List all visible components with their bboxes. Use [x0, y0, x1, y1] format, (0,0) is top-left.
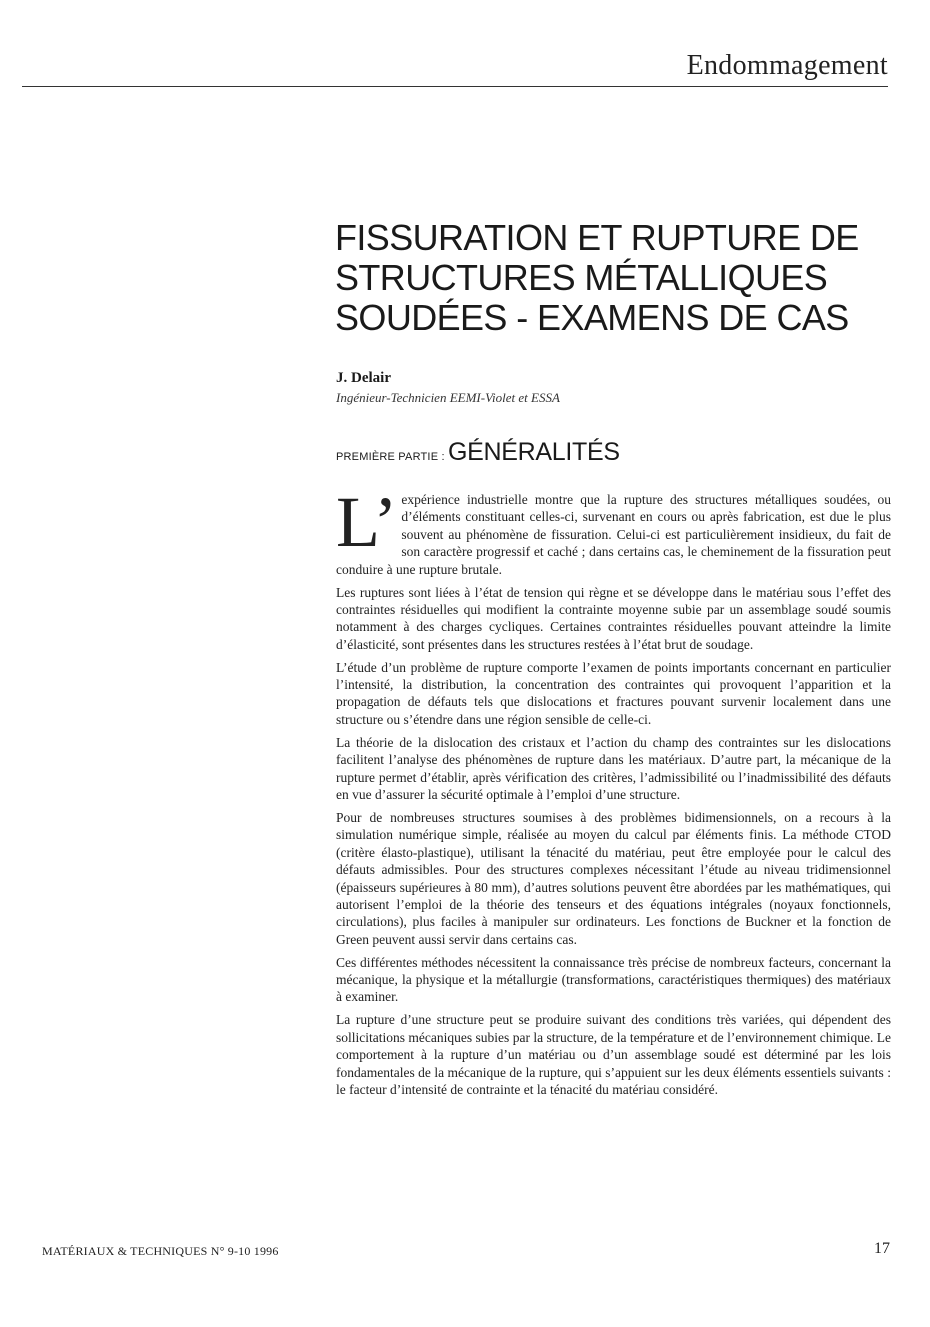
body-paragraph: L’étude d’un problème de rupture comporte l’examen de points importants concernant en particulier l’intensité, la distribution, la concentration des contraintes qui provoquent l’apparition et la propagation de défauts tels que dislocations et fractures pouvant survenir localement dans une structure ou s’étendre dans une région sensible de celle-ci. — [336, 659, 891, 727]
article-title: FISSURATION ET RUPTURE DE STRUCTURES MÉTALLIQUES SOUDÉES - EXAMENS DE CAS — [335, 217, 859, 338]
author-affiliation: Ingénieur-Technicien EEMI-Violet et ESSA — [336, 390, 560, 405]
header-rule — [22, 86, 888, 87]
body-paragraph: Les ruptures sont liées à l’état de tension qui règne et se développe dans le matériau sous l’effet des contraintes résiduelles qui modifient la contrainte moyenne subie par un assemblage soudé soumis notamment à des charges cycliques. Certaines contraintes résiduelles pouvant atteindre la limite d’élasticité, sont présentes dans les structures restées à l’état brut de soudage. — [336, 584, 891, 652]
body-paragraph: Ces différentes méthodes nécessitent la connaissance très précise de nombreux facteurs, concernant la mécanique, la physique et la métallurgie (transformations, caractéristiques thermiques) des matériaux à examiner. — [336, 954, 891, 1005]
body-paragraph — [336, 482, 891, 578]
body-paragraph: La théorie de la dislocation des cristaux et l’action du champ des contraintes sur les dislocations facilitent l’analyse des phénomènes de rupture dans les matériaux. D’autre part, la mécanique de la rupture permet d’établir, après vérification des critères, l’admissibilité ou l’inadmissibilité des défauts en vue d’assurer la sécurité optimale à l’emploi d’une structure. — [336, 734, 891, 802]
body-paragraph: La rupture d’une structure peut se produire suivant des conditions très variées, qui dépendent des sollicitations mécaniques subies par la structure, de la température et de l’environnement chimique. Le comportement à la rupture d’un matériau ou d’un assemblage soudé est déterminé par les lois fondamentales de la mécanique de la rupture, qui s’appuient sur les deux éléments essentiels suivants : le facteur d’intensité de contrainte et la ténacité du matériau considéré. — [336, 1012, 891, 1097]
article-body — [336, 482, 891, 1104]
part-heading — [336, 438, 620, 467]
drop-cap: L’ — [336, 482, 398, 562]
section-label: Endommagement — [686, 50, 888, 81]
body-paragraph: Pour de nombreuses structures soumises à des problèmes bidimensionnels, on a recours à la simulation numérique simple, réalisée au moyen du calcul par éléments finis. La méthode CTOD (critère élasto-plastique), utilisant la ténacité du matériau, peut être employée pour le calcul des défauts admissibles. Pour des structures complexes nécessitant l’étude au niveau tridimensionnel (épaisseurs supérieures à 80 mm), d’autres solutions peuvent être abordées par les mathématiques, qui autorisent l’emploi de la théorie des tenseurs et des équations intégrales (noyaux fonctionnels, circulations), plus faciles à manipuler sur ordinateurs. Les fonctions de Buckner et la fonction de Green peuvent aussi servir dans certains cas. — [336, 809, 891, 947]
page-number: 17 — [874, 1240, 890, 1257]
paragraph-text: expérience industrielle montre que la rupture des structures métalliques soudées, ou d’éléments constituant celles-ci, survenant en cours ou après fabrication, est due le plus souvent au phénomène de fissuration. Celui-ci est particulièrement insidieux, du fait de son caractère progressif et caché ; dans certains cas, le cheminement de la fissuration peut conduire à une rupture brutale. — [336, 492, 891, 577]
author-name: J. Delair — [336, 370, 391, 386]
journal-citation: MATÉRIAUX & TECHNIQUES N° 9-10 1996 — [42, 1244, 279, 1258]
part-prefix: PREMIÈRE PARTIE : — [336, 451, 448, 463]
part-title: GÉNÉRALITÉS — [448, 438, 620, 466]
